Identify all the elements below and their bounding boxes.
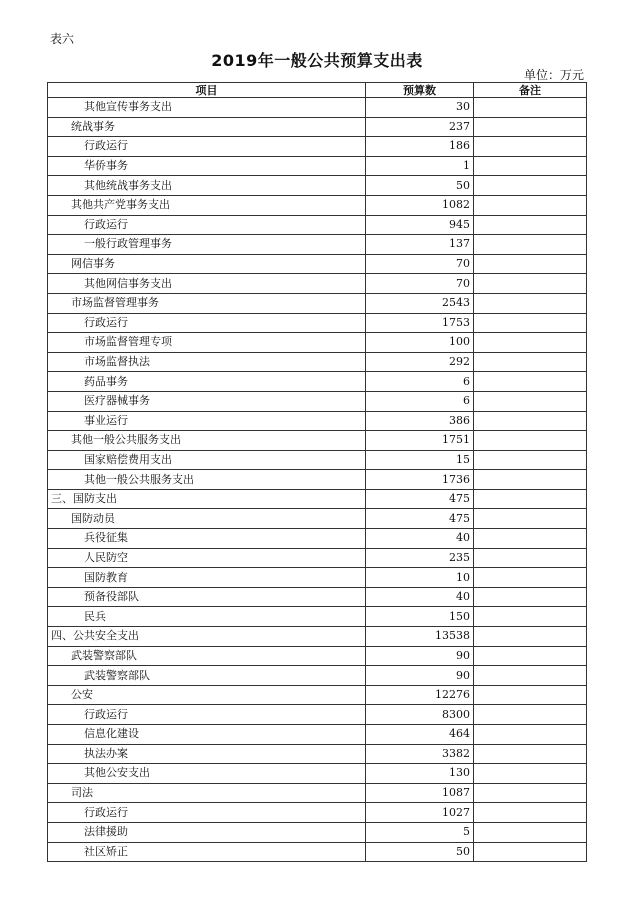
row-item-name: 三、国防支出 bbox=[48, 489, 366, 509]
table-row bbox=[48, 450, 587, 470]
row-amount: 186 bbox=[366, 137, 474, 157]
row-amount: 1087 bbox=[366, 783, 474, 803]
table-row bbox=[48, 509, 587, 529]
row-item-name: 执法办案 bbox=[48, 744, 366, 764]
row-note bbox=[474, 274, 587, 294]
row-note bbox=[474, 783, 587, 803]
row-item-name: 信息化建设 bbox=[48, 725, 366, 745]
table-row bbox=[48, 156, 587, 176]
row-item-name: 其他统战事务支出 bbox=[48, 176, 366, 196]
row-item-name: 一般行政管理事务 bbox=[48, 235, 366, 255]
table-row bbox=[48, 117, 587, 137]
table-row bbox=[48, 254, 587, 274]
row-amount: 8300 bbox=[366, 705, 474, 725]
row-note bbox=[474, 98, 587, 118]
row-amount: 137 bbox=[366, 235, 474, 255]
row-item-name: 武装警察部队 bbox=[48, 666, 366, 686]
table-row bbox=[48, 372, 587, 392]
row-amount: 90 bbox=[366, 666, 474, 686]
row-item-name: 法律援助 bbox=[48, 822, 366, 842]
table-row bbox=[48, 195, 587, 215]
row-amount: 1736 bbox=[366, 470, 474, 490]
row-note bbox=[474, 548, 587, 568]
row-note bbox=[474, 137, 587, 157]
row-note bbox=[474, 744, 587, 764]
table-row bbox=[48, 725, 587, 745]
row-note bbox=[474, 313, 587, 333]
row-amount: 100 bbox=[366, 333, 474, 353]
row-item-name: 司法 bbox=[48, 783, 366, 803]
row-item-name: 行政运行 bbox=[48, 803, 366, 823]
row-note bbox=[474, 156, 587, 176]
row-amount: 475 bbox=[366, 509, 474, 529]
row-note bbox=[474, 215, 587, 235]
row-amount: 1753 bbox=[366, 313, 474, 333]
row-amount: 90 bbox=[366, 646, 474, 666]
row-item-name: 行政运行 bbox=[48, 215, 366, 235]
table-row bbox=[48, 627, 587, 647]
row-amount: 13538 bbox=[366, 627, 474, 647]
row-note bbox=[474, 352, 587, 372]
row-amount: 70 bbox=[366, 274, 474, 294]
row-note bbox=[474, 666, 587, 686]
row-amount: 30 bbox=[366, 98, 474, 118]
row-item-name: 华侨事务 bbox=[48, 156, 366, 176]
table-row bbox=[48, 842, 587, 862]
row-item-name: 国防教育 bbox=[48, 568, 366, 588]
page-label: 表六 bbox=[50, 32, 75, 46]
table-row bbox=[48, 666, 587, 686]
row-note bbox=[474, 764, 587, 784]
table-row bbox=[48, 744, 587, 764]
table-row bbox=[48, 431, 587, 451]
row-item-name: 其他宣传事务支出 bbox=[48, 98, 366, 118]
table-row bbox=[48, 529, 587, 549]
budget-table bbox=[47, 82, 587, 862]
row-note bbox=[474, 176, 587, 196]
row-amount: 475 bbox=[366, 489, 474, 509]
table-row bbox=[48, 235, 587, 255]
row-item-name: 行政运行 bbox=[48, 313, 366, 333]
row-item-name: 人民防空 bbox=[48, 548, 366, 568]
row-amount: 12276 bbox=[366, 685, 474, 705]
row-amount: 70 bbox=[366, 254, 474, 274]
row-note bbox=[474, 450, 587, 470]
row-item-name: 公安 bbox=[48, 685, 366, 705]
row-item-name: 统战事务 bbox=[48, 117, 366, 137]
row-amount: 2543 bbox=[366, 293, 474, 313]
row-item-name: 市场监督管理事务 bbox=[48, 293, 366, 313]
row-note bbox=[474, 254, 587, 274]
header-note: 备注 bbox=[474, 83, 587, 98]
row-note bbox=[474, 685, 587, 705]
row-item-name: 其他一般公共服务支出 bbox=[48, 470, 366, 490]
row-note bbox=[474, 372, 587, 392]
row-item-name: 四、公共安全支出 bbox=[48, 627, 366, 647]
row-item-name: 其他共产党事务支出 bbox=[48, 195, 366, 215]
table-row bbox=[48, 333, 587, 353]
row-amount: 150 bbox=[366, 607, 474, 627]
row-amount: 945 bbox=[366, 215, 474, 235]
table-row bbox=[48, 587, 587, 607]
table-row bbox=[48, 352, 587, 372]
table-row bbox=[48, 137, 587, 157]
page-title: 2019年一般公共预算支出表 bbox=[211, 51, 423, 70]
table-row bbox=[48, 391, 587, 411]
row-amount: 10 bbox=[366, 568, 474, 588]
row-amount: 464 bbox=[366, 725, 474, 745]
header-amount: 预算数 bbox=[366, 83, 474, 98]
table-row bbox=[48, 783, 587, 803]
row-item-name: 国防动员 bbox=[48, 509, 366, 529]
table-row bbox=[48, 215, 587, 235]
table-row bbox=[48, 646, 587, 666]
row-amount: 50 bbox=[366, 176, 474, 196]
table-row bbox=[48, 176, 587, 196]
row-item-name: 国家赔偿费用支出 bbox=[48, 450, 366, 470]
row-item-name: 市场监督执法 bbox=[48, 352, 366, 372]
table-header-row bbox=[48, 83, 587, 98]
row-item-name: 市场监督管理专项 bbox=[48, 333, 366, 353]
row-item-name: 事业运行 bbox=[48, 411, 366, 431]
table-row bbox=[48, 489, 587, 509]
row-note bbox=[474, 587, 587, 607]
row-item-name: 预备役部队 bbox=[48, 587, 366, 607]
table-row bbox=[48, 607, 587, 627]
row-note bbox=[474, 117, 587, 137]
row-amount: 50 bbox=[366, 842, 474, 862]
row-note bbox=[474, 842, 587, 862]
row-note bbox=[474, 822, 587, 842]
row-note bbox=[474, 470, 587, 490]
row-note bbox=[474, 705, 587, 725]
row-note bbox=[474, 607, 587, 627]
row-note bbox=[474, 489, 587, 509]
row-note bbox=[474, 195, 587, 215]
table-row bbox=[48, 274, 587, 294]
table-row bbox=[48, 293, 587, 313]
row-item-name: 其他公安支出 bbox=[48, 764, 366, 784]
row-note bbox=[474, 333, 587, 353]
row-item-name: 药品事务 bbox=[48, 372, 366, 392]
row-note bbox=[474, 235, 587, 255]
table-row bbox=[48, 548, 587, 568]
row-note bbox=[474, 646, 587, 666]
row-note bbox=[474, 293, 587, 313]
table-body bbox=[48, 98, 587, 862]
row-item-name: 行政运行 bbox=[48, 705, 366, 725]
table-row bbox=[48, 822, 587, 842]
row-note bbox=[474, 529, 587, 549]
table-row bbox=[48, 803, 587, 823]
table-row bbox=[48, 568, 587, 588]
row-amount: 5 bbox=[366, 822, 474, 842]
table-row bbox=[48, 764, 587, 784]
row-note bbox=[474, 391, 587, 411]
row-note bbox=[474, 627, 587, 647]
row-amount: 40 bbox=[366, 529, 474, 549]
row-amount: 1751 bbox=[366, 431, 474, 451]
row-amount: 1027 bbox=[366, 803, 474, 823]
row-item-name: 民兵 bbox=[48, 607, 366, 627]
row-item-name: 兵役征集 bbox=[48, 529, 366, 549]
row-amount: 15 bbox=[366, 450, 474, 470]
row-amount: 3382 bbox=[366, 744, 474, 764]
table-row bbox=[48, 313, 587, 333]
row-amount: 40 bbox=[366, 587, 474, 607]
row-amount: 1 bbox=[366, 156, 474, 176]
row-amount: 386 bbox=[366, 411, 474, 431]
row-item-name: 武装警察部队 bbox=[48, 646, 366, 666]
table-row bbox=[48, 470, 587, 490]
row-note bbox=[474, 509, 587, 529]
row-amount: 1082 bbox=[366, 195, 474, 215]
header-item: 项目 bbox=[48, 83, 366, 98]
row-item-name: 其他网信事务支出 bbox=[48, 274, 366, 294]
row-amount: 130 bbox=[366, 764, 474, 784]
row-note bbox=[474, 803, 587, 823]
row-amount: 6 bbox=[366, 391, 474, 411]
row-note bbox=[474, 431, 587, 451]
row-item-name: 网信事务 bbox=[48, 254, 366, 274]
table-row bbox=[48, 411, 587, 431]
row-amount: 6 bbox=[366, 372, 474, 392]
table-row bbox=[48, 98, 587, 118]
table-row bbox=[48, 685, 587, 705]
row-note bbox=[474, 411, 587, 431]
row-note bbox=[474, 568, 587, 588]
row-amount: 292 bbox=[366, 352, 474, 372]
row-item-name: 医疗器械事务 bbox=[48, 391, 366, 411]
row-note bbox=[474, 725, 587, 745]
row-item-name: 其他一般公共服务支出 bbox=[48, 431, 366, 451]
row-amount: 235 bbox=[366, 548, 474, 568]
row-item-name: 行政运行 bbox=[48, 137, 366, 157]
row-amount: 237 bbox=[366, 117, 474, 137]
row-item-name: 社区矫正 bbox=[48, 842, 366, 862]
unit-note: 单位：万元 bbox=[523, 68, 584, 82]
table-row bbox=[48, 705, 587, 725]
